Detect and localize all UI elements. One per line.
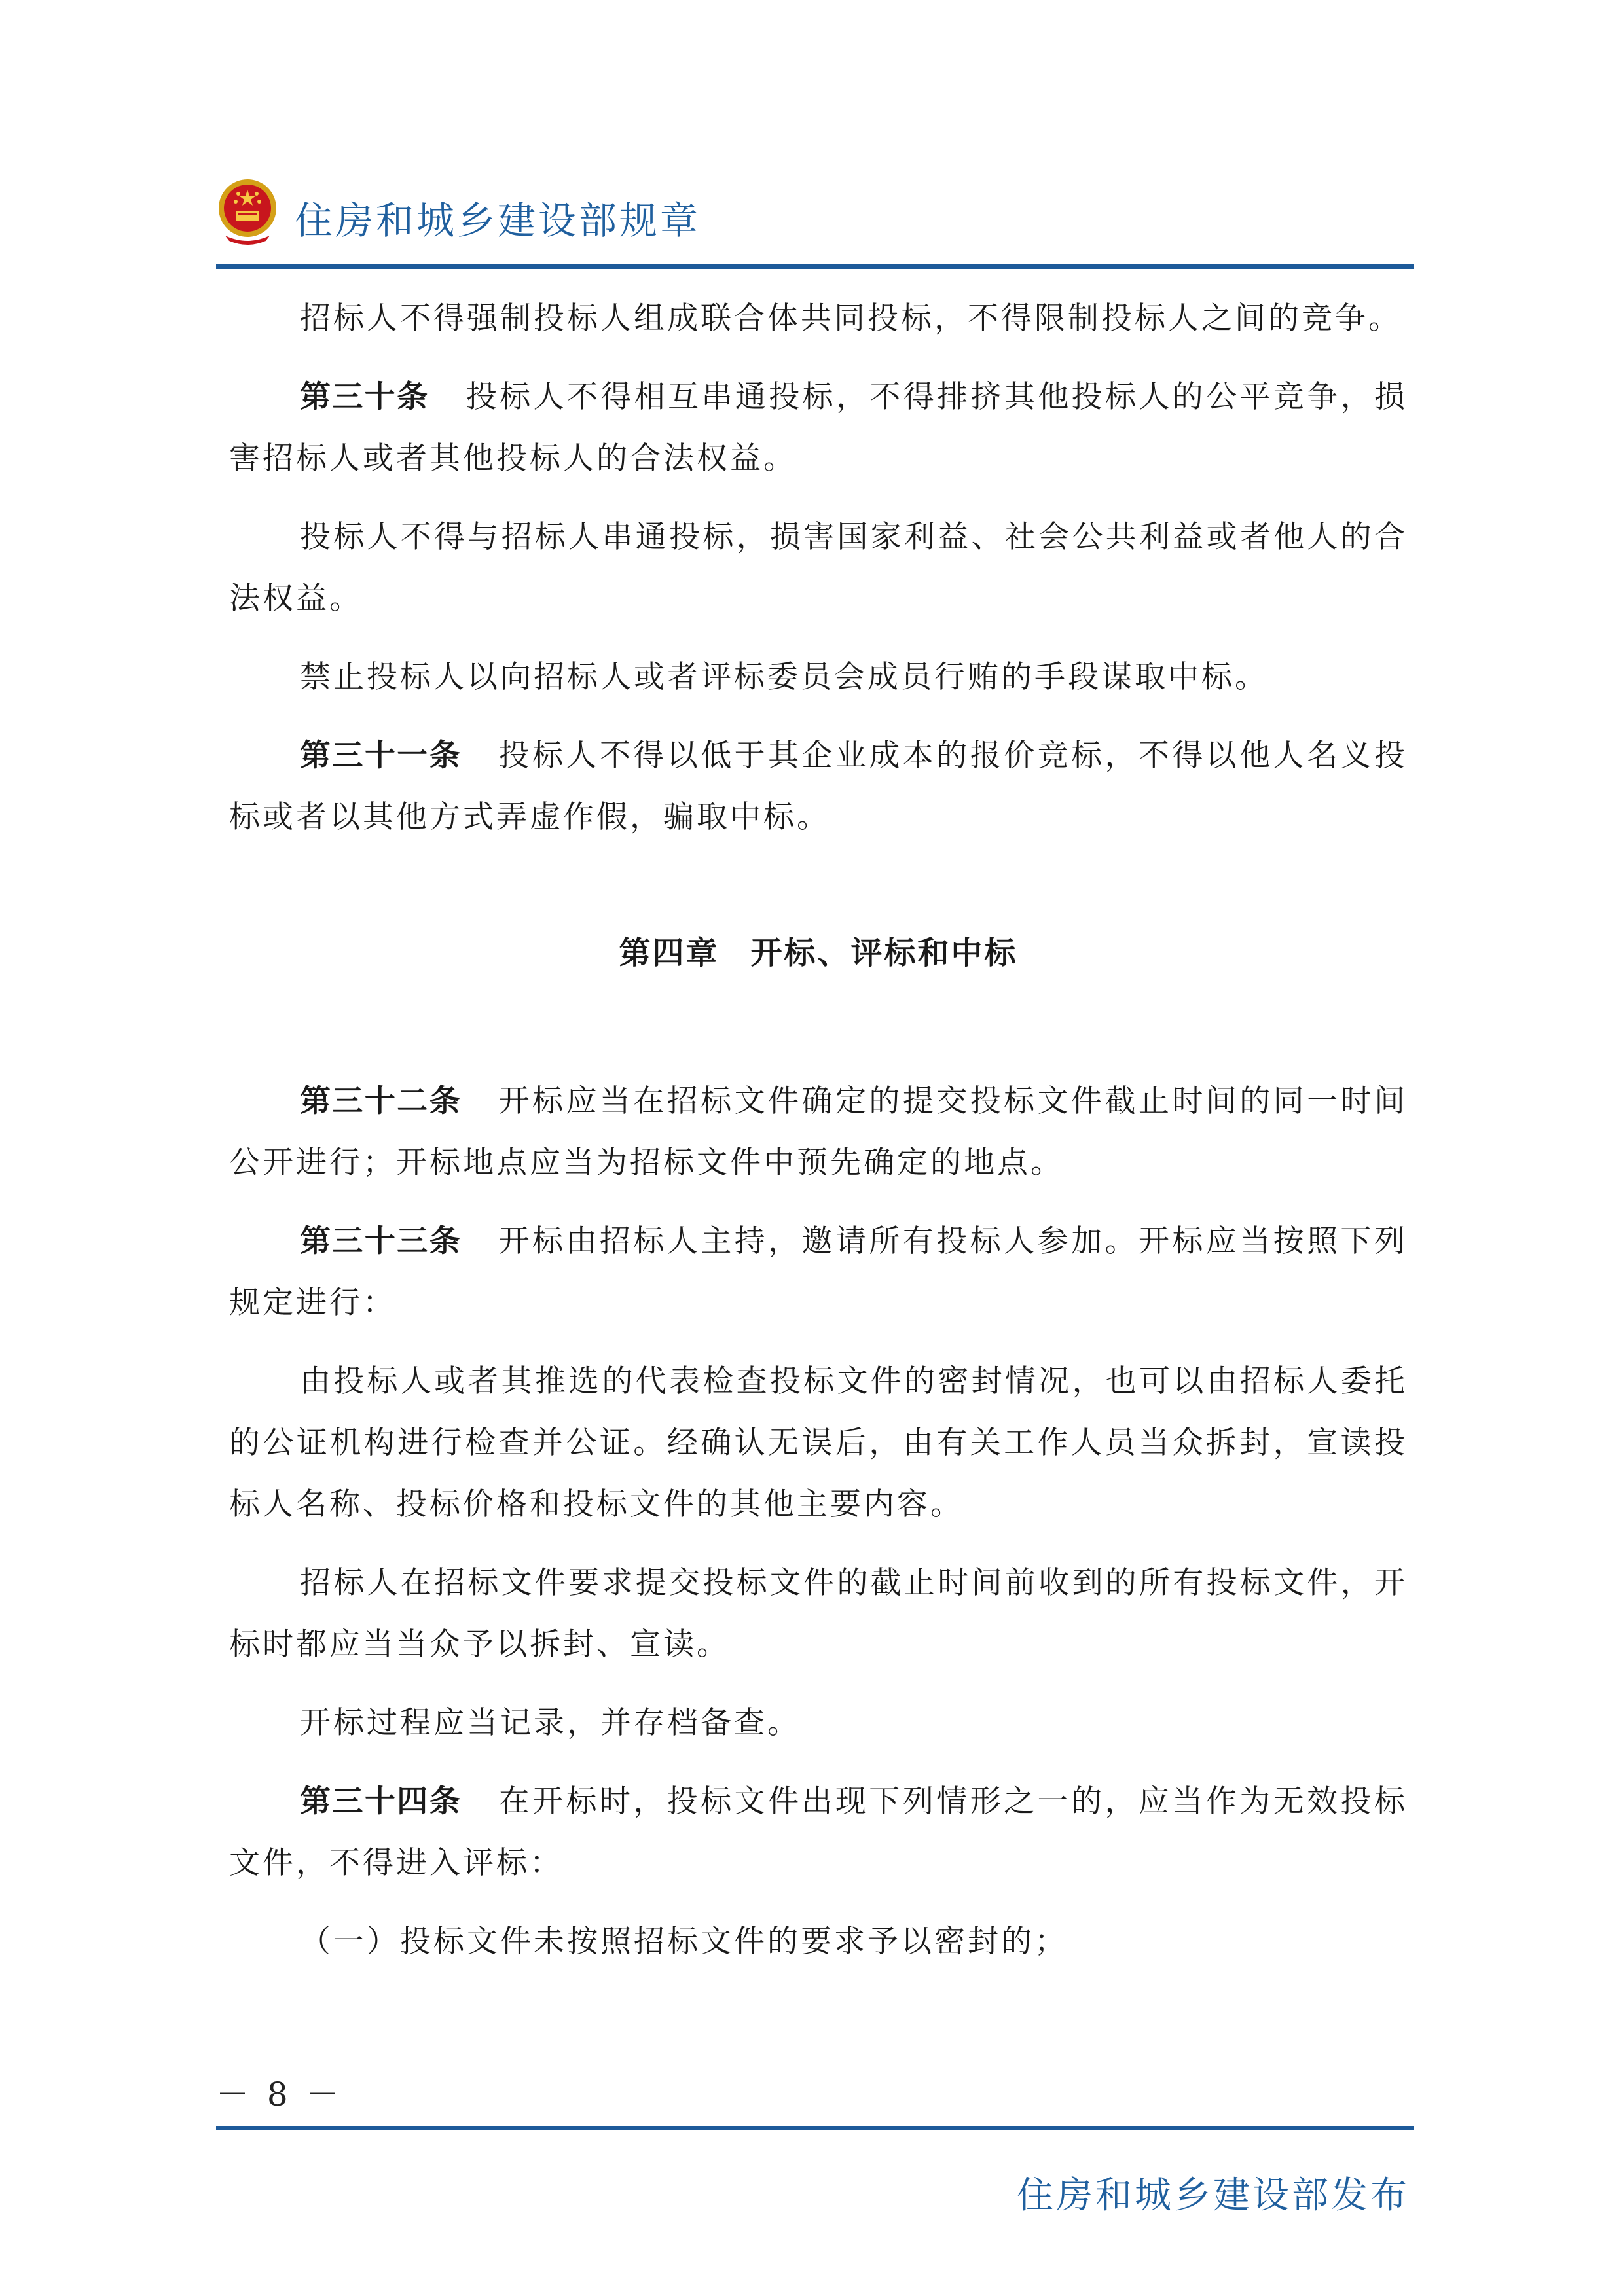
article-text: 开标应当在招标文件确定的提交投标文件截止时间的同一时间公开进行；开标地点应当为招标文件中预先确定的地点。 (229, 1083, 1408, 1181)
paragraph: 禁止投标人以向招标人或者评标委员会成员行贿的手段谋取中标。 (300, 659, 1268, 695)
article-title: 第三十四条 (300, 1784, 462, 1820)
header-title: 住房和城乡建设部规章 (295, 198, 701, 243)
footer-divider (216, 2126, 1414, 2130)
page-header (216, 175, 1414, 260)
article-title: 第三十条 (300, 379, 429, 415)
document-body (229, 288, 1408, 1990)
article-30 (229, 367, 1408, 490)
footer-publisher: 住房和城乡建设部发布 (1017, 2174, 1410, 2217)
article-32 (229, 1071, 1408, 1194)
paragraph: 招标人不得强制投标人组成联合体共同投标，不得限制投标人之间的竞争。 (300, 300, 1402, 336)
article-34 (229, 1771, 1408, 1894)
article-31 (229, 725, 1408, 848)
paragraph: 招标人在招标文件要求提交投标文件的截止时间前收到的所有投标文件，开标时都应当当众予以拆封、宣读。 (229, 1565, 1408, 1662)
page-number: － 8 － (216, 2075, 343, 2113)
paragraph: 投标人不得与招标人串通投标，损害国家利益、社会公共利益或者他人的合法权益。 (229, 519, 1408, 617)
list-item: （一）投标文件未按照招标文件的要求予以密封的； (300, 1924, 1068, 1960)
chapter-number: 第四章 (619, 935, 720, 971)
article-text: 投标人不得以低于其企业成本的报价竞标，不得以他人名义投标或者以其他方式弄虚作假，骗取中标。 (229, 738, 1408, 835)
article-text: 在开标时，投标文件出现下列情形之一的，应当作为无效投标文件，不得进入评标： (229, 1784, 1408, 1881)
chapter-title: 开标、评标和中标 (750, 935, 1018, 971)
article-title: 第三十二条 (300, 1083, 462, 1119)
header-divider (216, 264, 1414, 269)
paragraph: 开标过程应当记录，并存档备查。 (300, 1705, 801, 1741)
paragraph: 由投标人或者其推选的代表检查投标文件的密封情况，也可以由招标人委托的公证机构进行检查并公证。经确认无误后，由有关工作人员当众拆封，宣读投标人名称、投标价格和投标文件的其他主要内容。 (229, 1363, 1408, 1522)
article-text: 投标人不得相互串通投标，不得排挤其他投标人的公平竞争，损害招标人或者其他投标人的合法权益。 (229, 379, 1408, 476)
article-title: 第三十一条 (300, 738, 462, 774)
article-title: 第三十三条 (300, 1223, 462, 1259)
article-33 (229, 1211, 1408, 1334)
chapter-heading (229, 933, 1408, 973)
article-text: 开标由招标人主持，邀请所有投标人参加。开标应当按照下列规定进行： (229, 1223, 1408, 1321)
national-emblem-icon (216, 175, 279, 247)
